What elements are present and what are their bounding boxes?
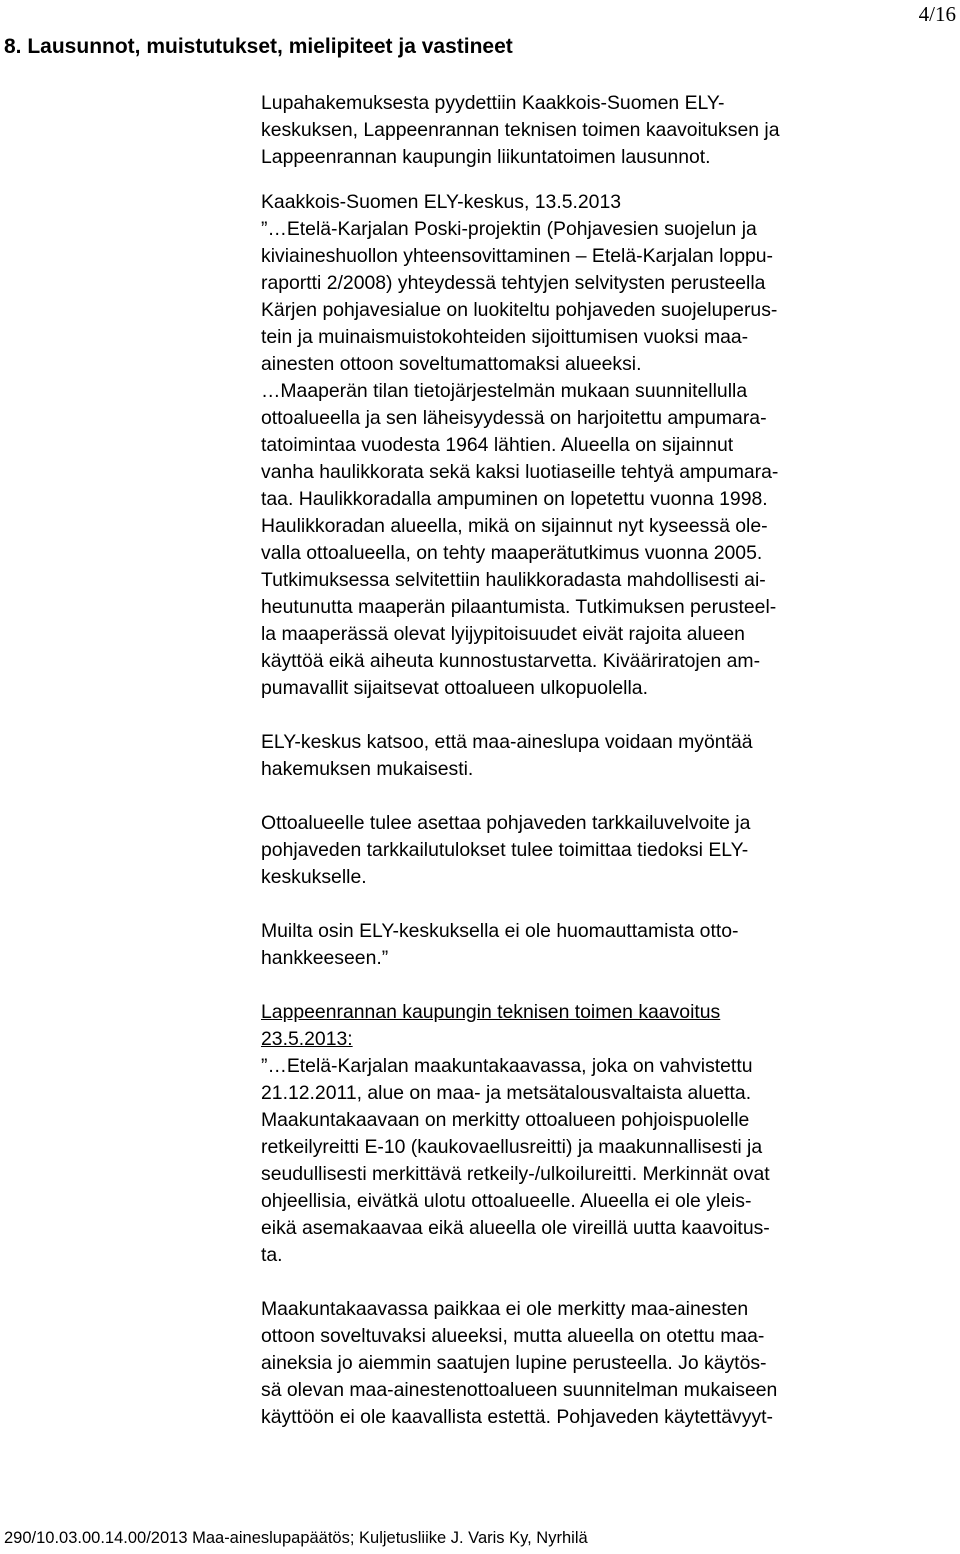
ely-heading xyxy=(261,189,901,216)
ely-quote-paragraph xyxy=(261,216,901,702)
ely-statement-line: ELY-keskus katsoo, että maa-aineslupa voidaan myöntää xyxy=(261,731,753,753)
ely-final-paragraph xyxy=(261,918,901,972)
lpr-quote-line: eikä asemakaavaa eikä alueella ole vireillä uutta kaavoitus- xyxy=(261,1217,770,1239)
lpr-quote-line: ”…Etelä-Karjalan maakuntakaavassa, joka on vahvistettu xyxy=(261,1055,753,1077)
lpr-second-line: aineksia jo aiemmin saatujen lupine perusteella. Jo käytös- xyxy=(261,1352,767,1374)
lpr-quote-line: 21.12.2011, alue on maa- ja metsätalousvaltaista aluetta. xyxy=(261,1082,752,1104)
ely-monitoring-line: keskukselle. xyxy=(261,866,367,888)
ely-monitoring-line: pohjaveden tarkkailutulokset tulee toimittaa tiedoksi ELY- xyxy=(261,839,749,861)
ely-final-line: hankkeeseen.” xyxy=(261,947,389,969)
ely-quote-line: la maaperässä olevat lyijypitoisuudet eivät rajoita alueen xyxy=(261,623,745,645)
ely-statement-line: hakemuksen mukaisesti. xyxy=(261,758,474,780)
ely-statement-paragraph xyxy=(261,729,901,783)
ely-quote-line: ottoalueella ja sen läheisyydessä on harjoitettu ampumara- xyxy=(261,407,767,429)
intro-paragraph xyxy=(261,90,901,171)
lpr-quote-line: ta. xyxy=(261,1244,283,1266)
lpr-quote-line: Maakuntakaavaan on merkitty ottoalueen pohjoispuolelle xyxy=(261,1109,750,1131)
lpr-heading-line: 23.5.2013: xyxy=(261,1028,353,1050)
ely-monitoring-paragraph xyxy=(261,810,901,891)
ely-quote-line: pumavallit sijaitsevat ottoalueen ulkopuolella. xyxy=(261,677,648,699)
lpr-second-line: käyttöön ei ole kaavallista estettä. Pohjaveden käytettävyyt- xyxy=(261,1406,773,1428)
ely-heading-text: Kaakkois-Suomen ELY-keskus, 13.5.2013 xyxy=(261,191,622,213)
intro-line: Lappeenrannan kaupungin liikuntatoimen lausunnot. xyxy=(261,146,711,168)
intro-line: Lupahakemuksesta pyydettiin Kaakkois-Suomen ELY- xyxy=(261,92,725,114)
ely-quote-line: valla ottoalueella, on tehty maaperätutkimus vuonna 2005. xyxy=(261,542,763,564)
page-number: 4/16 xyxy=(918,2,956,26)
ely-quote-line: tatoimintaa vuodesta 1964 lähtien. Alueella on sijainnut xyxy=(261,434,734,456)
lpr-second-line: sä olevan maa-ainestenottoalueen suunnitelman mukaiseen xyxy=(261,1379,778,1401)
ely-quote-line: vanha haulikkorata sekä kaksi luotiaseille tehtyä ampumara- xyxy=(261,461,779,483)
section-heading: 8. Lausunnot, muistutukset, mielipiteet ja vastineet xyxy=(4,35,513,58)
document-body xyxy=(261,90,901,1431)
lpr-quote-paragraph xyxy=(261,1053,901,1269)
footer: 290/10.03.00.14.00/2013 Maa-aineslupapäätös; Kuljetusliike J. Varis Ky, Nyrhilä xyxy=(4,1529,588,1547)
lpr-quote-line: retkeilyreitti E-10 (kaukovaellusreitti) ja maakunnallisesti ja xyxy=(261,1136,763,1158)
ely-quote-line: taa. Haulikkoradalla ampuminen on lopetettu vuonna 1998. xyxy=(261,488,768,510)
lpr-heading-line: Lappeenrannan kaupungin teknisen toimen kaavoitus xyxy=(261,1001,721,1023)
ely-quote-line: …Maaperän tilan tietojärjestelmän mukaan suunnitellulla xyxy=(261,380,748,402)
lpr-quote-line: ohjeellisia, eivätkä ulotu ottoalueelle. Alueella ei ole yleis- xyxy=(261,1190,752,1212)
lpr-second-paragraph xyxy=(261,1296,901,1431)
ely-quote-line: raportti 2/2008) yhteydessä tehtyjen selvitysten perusteella xyxy=(261,272,766,294)
lpr-heading xyxy=(261,999,901,1053)
ely-monitoring-line: Ottoalueelle tulee asettaa pohjaveden tarkkailuvelvoite ja xyxy=(261,812,751,834)
lpr-second-line: ottoon soveltuvaksi alueeksi, mutta alueella on otettu maa- xyxy=(261,1325,765,1347)
ely-quote-line: Kärjen pohjavesialue on luokiteltu pohjaveden suojeluperus- xyxy=(261,299,778,321)
lpr-quote-line: seudullisesti merkittävä retkeily-/ulkoilureitti. Merkinnät ovat xyxy=(261,1163,770,1185)
ely-quote-line: kiviaineshuollon yhteensovittaminen – Etelä-Karjalan loppu- xyxy=(261,245,774,267)
ely-quote-line: heutunutta maaperän pilaantumista. Tutkimuksen perusteel- xyxy=(261,596,777,618)
ely-quote-line: Haulikkoradan alueella, mikä on sijainnut nyt kyseessä ole- xyxy=(261,515,768,537)
ely-quote-line: käyttöä eikä aiheuta kunnostustarvetta. Kivääriratojen am- xyxy=(261,650,761,672)
lpr-second-line: Maakuntakaavassa paikkaa ei ole merkitty maa-ainesten xyxy=(261,1298,749,1320)
ely-quote-line: tein ja muinaismuistokohteiden sijoittumisen vuoksi maa- xyxy=(261,326,749,348)
ely-final-line: Muilta osin ELY-keskuksella ei ole huomauttamista otto- xyxy=(261,920,739,942)
intro-line: keskuksen, Lappeenrannan teknisen toimen kaavoituksen ja xyxy=(261,119,780,141)
ely-quote-line: Tutkimuksessa selvitettiin haulikkoradasta mahdollisesti ai- xyxy=(261,569,766,591)
ely-quote-line: ”…Etelä-Karjalan Poski-projektin (Pohjavesien suojelun ja xyxy=(261,218,757,240)
ely-quote-line: ainesten ottoon soveltumattomaksi alueeksi. xyxy=(261,353,642,375)
